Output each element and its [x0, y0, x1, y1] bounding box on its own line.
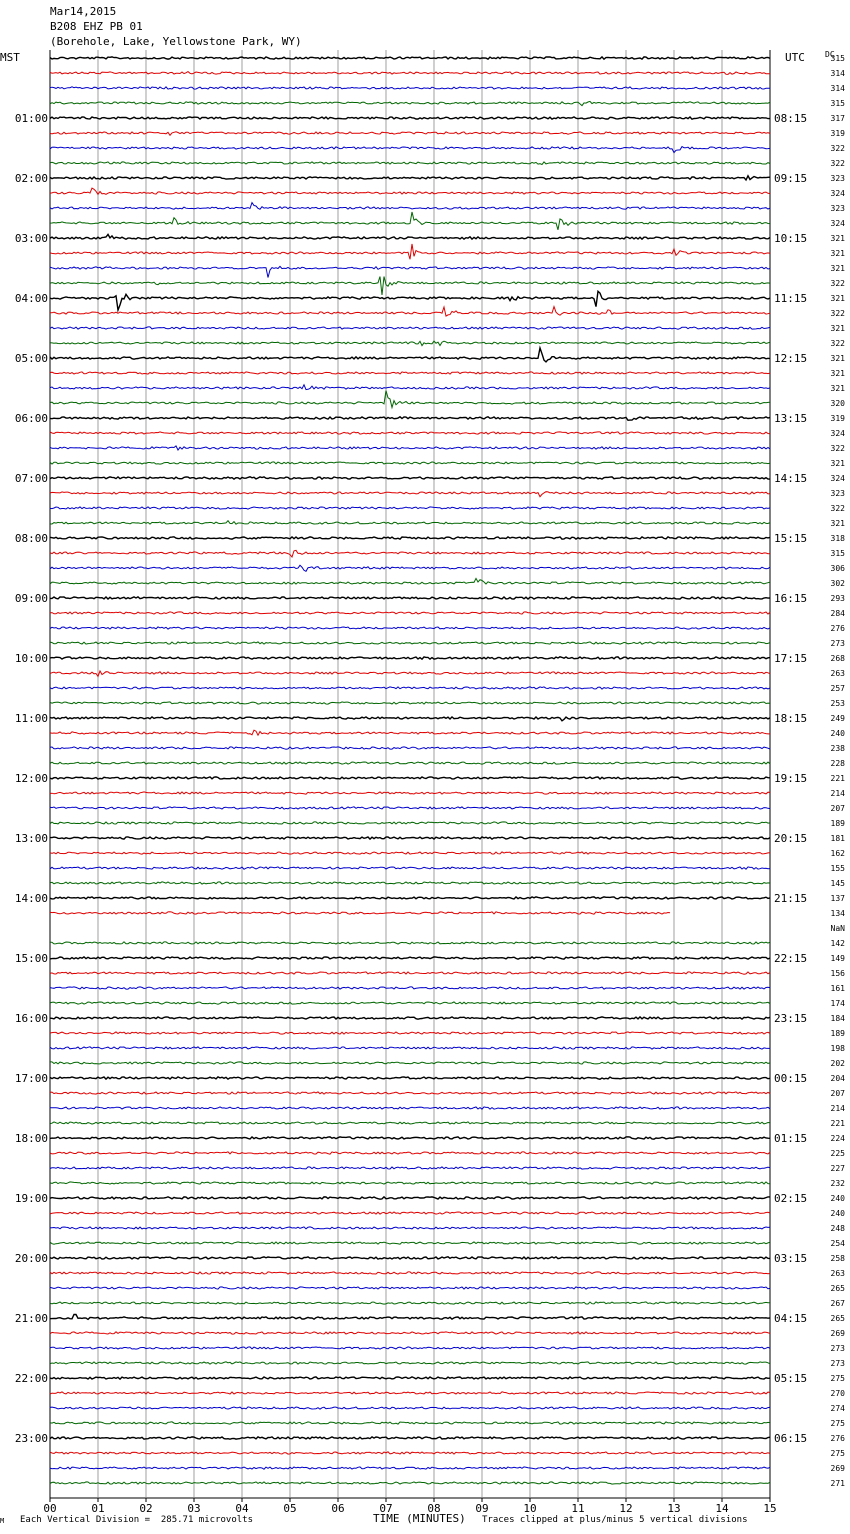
dc-offset-label: 269	[830, 1329, 845, 1338]
dc-offset-label: 293	[830, 594, 845, 603]
hour-label-right: 01:15	[774, 1132, 808, 1145]
x-tick-label: 02	[139, 1502, 153, 1515]
trace-red	[50, 372, 770, 374]
trace-red	[50, 972, 770, 974]
trace-black	[50, 1377, 770, 1379]
hour-label-right: 15:15	[774, 532, 808, 545]
dc-offset-label: 321	[830, 234, 845, 243]
hour-label-left: 14:00	[14, 892, 48, 905]
trace-black	[50, 1437, 770, 1439]
dc-offset-label: 267	[830, 1299, 845, 1308]
dc-offset-label: 253	[830, 699, 845, 708]
trace-green	[50, 702, 770, 704]
dc-offset-label: 227	[830, 1164, 845, 1173]
dc-offset-label: 321	[830, 249, 845, 258]
trace-green	[50, 882, 770, 884]
x-tick-label: 10	[523, 1502, 537, 1515]
hour-label-right: 18:15	[774, 712, 808, 725]
dc-offset-label: 273	[830, 1359, 845, 1368]
dc-offset-label: 224	[830, 1134, 845, 1143]
hour-label-left: 18:00	[14, 1132, 48, 1145]
dc-offset-label: 265	[830, 1314, 845, 1323]
trace-blue	[50, 446, 770, 450]
dc-offset-label: 302	[830, 579, 845, 588]
dc-offset-label: 257	[830, 684, 845, 693]
hour-label-left: 12:00	[14, 772, 48, 785]
dc-offset-label: 322	[830, 444, 845, 453]
dc-offset-label: 189	[830, 819, 845, 828]
trace-black	[50, 717, 770, 721]
corner-mark: M	[0, 1517, 5, 1525]
trace-green	[50, 1482, 770, 1484]
hour-label-left: 09:00	[14, 592, 48, 605]
trace-green	[50, 578, 770, 584]
dc-offset-label: 149	[830, 954, 845, 963]
trace-black	[50, 837, 770, 839]
dc-offset-label: 321	[830, 264, 845, 273]
dc-offset-label: 184	[830, 1014, 845, 1023]
hour-label-left: 21:00	[14, 1312, 48, 1325]
dc-offset-label: 319	[830, 129, 845, 138]
dc-offset-label: 322	[830, 309, 845, 318]
dc-offset-label: 276	[830, 624, 845, 633]
dc-offset-label: 315	[830, 99, 845, 108]
trace-blue	[50, 747, 770, 749]
x-tick-label: 12	[619, 1502, 633, 1515]
scale-note: Each Vertical Division = 285.71 microvolts	[20, 1515, 253, 1525]
trace-green	[50, 277, 770, 295]
dc-offset-label: 306	[830, 564, 845, 573]
trace-blue	[50, 327, 770, 329]
dc-offset-label: 324	[830, 189, 845, 198]
trace-red	[50, 671, 770, 677]
dc-offset-label: 324	[830, 429, 845, 438]
trace-red	[50, 792, 770, 794]
dc-offset-label: 271	[830, 1479, 845, 1488]
dc-offset-label: 225	[830, 1149, 845, 1158]
trace-black	[50, 291, 770, 310]
trace-blue	[50, 1227, 770, 1229]
dc-offset-label: 134	[830, 909, 845, 918]
trace-green	[50, 942, 770, 944]
dc-offset-label: 263	[830, 669, 845, 678]
x-tick-label: 04	[235, 1502, 249, 1515]
trace-blue	[50, 1047, 770, 1049]
hour-label-right: 14:15	[774, 472, 808, 485]
dc-offset-label: 324	[830, 219, 845, 228]
x-tick-label: 11	[571, 1502, 585, 1515]
trace-blue	[50, 203, 770, 210]
dc-offset-label: 275	[830, 1449, 845, 1458]
hour-label-right: 13:15	[774, 412, 808, 425]
x-tick-label: 03	[187, 1502, 201, 1515]
hour-label-right: 17:15	[774, 652, 808, 665]
hour-label-left: 06:00	[14, 412, 48, 425]
dc-offset-label: 214	[830, 1104, 845, 1113]
hour-label-right: 02:15	[774, 1192, 808, 1205]
hour-label-left: 03:00	[14, 232, 48, 245]
x-axis-title: TIME (MINUTES)	[373, 1512, 466, 1525]
trace-blue	[50, 1347, 770, 1349]
dc-offset-label: 273	[830, 639, 845, 648]
hour-label-left: 08:00	[14, 532, 48, 545]
dc-offset-label: 322	[830, 504, 845, 513]
trace-blue	[50, 385, 770, 390]
hour-label-left: 13:00	[14, 832, 48, 845]
dc-offset-label: 274	[830, 1404, 845, 1413]
trace-green	[50, 1122, 770, 1124]
dc-offset-label: 323	[830, 489, 845, 498]
dc-offset-label: 314	[830, 69, 845, 78]
trace-green	[50, 1182, 770, 1184]
dc-offset-label: 181	[830, 834, 845, 843]
dc-offset-label: 320	[830, 399, 845, 408]
hour-label-right: 16:15	[774, 592, 808, 605]
hour-label-right: 20:15	[774, 832, 808, 845]
trace-blue	[50, 1467, 770, 1469]
trace-red	[50, 852, 770, 854]
dc-header-label: DC	[825, 50, 835, 59]
dc-offset-label: 323	[830, 204, 845, 213]
trace-green	[50, 1302, 770, 1304]
dc-offset-label: 254	[830, 1239, 845, 1248]
dc-offset-label: 322	[830, 279, 845, 288]
hour-label-right: 06:15	[774, 1432, 808, 1445]
dc-offset-label: 318	[830, 534, 845, 543]
dc-offset-label: 145	[830, 879, 845, 888]
trace-green	[50, 1242, 770, 1244]
dc-offset-label: 275	[830, 1419, 845, 1428]
dc-offset-label: 322	[830, 339, 845, 348]
trace-black	[50, 777, 770, 779]
hour-label-right: 11:15	[774, 292, 808, 305]
hour-label-left: 05:00	[14, 352, 48, 365]
trace-black	[50, 1197, 770, 1199]
trace-red	[50, 550, 770, 557]
hour-label-left: 02:00	[14, 172, 48, 185]
trace-black	[50, 477, 770, 479]
dc-offset-label: 321	[830, 324, 845, 333]
dc-offset-label: 323	[830, 174, 845, 183]
hour-label-left: 16:00	[14, 1012, 48, 1025]
dc-offset-label: 232	[830, 1179, 845, 1188]
trace-black	[50, 234, 770, 239]
trace-blue	[50, 867, 770, 869]
trace-blue	[50, 507, 770, 509]
clip-note: Traces clipped at plus/minus 5 vertical divisions	[482, 1515, 748, 1525]
dc-offset-label: 248	[830, 1224, 845, 1233]
trace-black	[50, 897, 770, 899]
trace-red	[50, 432, 770, 434]
hour-label-right: 08:15	[774, 112, 808, 125]
x-tick-label: 14	[715, 1502, 729, 1515]
dc-offset-label: NaN	[830, 924, 845, 933]
hour-label-right: 04:15	[774, 1312, 808, 1325]
hour-label-right: 03:15	[774, 1252, 808, 1265]
trace-green	[50, 1062, 770, 1064]
x-tick-label: 13	[667, 1502, 681, 1515]
hour-label-left: 04:00	[14, 292, 48, 305]
dc-offset-label: 322	[830, 159, 845, 168]
dc-offset-label: 315	[830, 54, 845, 63]
left-timezone-label: MST	[0, 51, 20, 64]
dc-offset-label: 142	[830, 939, 845, 948]
trace-black	[50, 597, 770, 599]
trace-blue	[50, 687, 770, 689]
trace-red	[50, 492, 770, 497]
trace-red	[50, 1452, 770, 1454]
trace-green	[50, 1002, 770, 1004]
dc-offset-label: 189	[830, 1029, 845, 1038]
x-tick-label: 06	[331, 1502, 345, 1515]
x-tick-label: 15	[763, 1502, 777, 1515]
trace-green	[50, 1362, 770, 1364]
trace-green	[50, 642, 770, 644]
trace-black	[50, 57, 770, 59]
x-tick-label: 00	[43, 1502, 57, 1515]
dc-offset-label: 238	[830, 744, 845, 753]
dc-offset-label: 321	[830, 354, 845, 363]
dc-offset-label: 317	[830, 114, 845, 123]
date-label: Mar14,2015	[50, 5, 117, 18]
dc-offset-label: 240	[830, 1209, 845, 1218]
dc-offset-label: 221	[830, 1119, 845, 1128]
trace-black	[50, 1315, 770, 1320]
x-tick-label: 01	[91, 1502, 105, 1515]
trace-black	[50, 176, 770, 180]
trace-black	[50, 117, 770, 119]
station-label: B208 EHZ PB 01	[50, 20, 143, 33]
trace-red	[50, 132, 770, 136]
dc-offset-label: 161	[830, 984, 845, 993]
trace-blue	[50, 1407, 770, 1409]
trace-blue	[50, 147, 770, 153]
dc-offset-label: 221	[830, 774, 845, 783]
trace-green	[50, 162, 770, 165]
dc-offset-label: 228	[830, 759, 845, 768]
trace-blue	[50, 987, 770, 989]
hour-label-left: 10:00	[14, 652, 48, 665]
trace-red	[50, 1272, 770, 1274]
hour-label-right: 12:15	[774, 352, 808, 365]
x-tick-label: 09	[475, 1502, 489, 1515]
trace-green	[50, 101, 770, 105]
dc-offset-label: 321	[830, 519, 845, 528]
hour-label-left: 19:00	[14, 1192, 48, 1205]
dc-offset-label: 315	[830, 549, 845, 558]
trace-red	[50, 1392, 770, 1394]
dc-offset-label: 273	[830, 1344, 845, 1353]
trace-black	[50, 348, 770, 362]
hour-label-right: 00:15	[774, 1072, 808, 1085]
dc-offset-label: 240	[830, 729, 845, 738]
dc-offset-label: 319	[830, 414, 845, 423]
trace-black	[50, 1017, 770, 1019]
trace-black	[50, 417, 770, 421]
dc-offset-label: 214	[830, 789, 845, 798]
hour-label-left: 01:00	[14, 112, 48, 125]
trace-green	[50, 1422, 770, 1424]
dc-offset-label: 202	[830, 1059, 845, 1068]
trace-red	[50, 1212, 770, 1214]
dc-offset-label: 249	[830, 714, 845, 723]
trace-red	[50, 730, 770, 735]
hour-label-right: 10:15	[774, 232, 808, 245]
dc-offset-label: 268	[830, 654, 845, 663]
dc-offset-label: 198	[830, 1044, 845, 1053]
trace-red	[50, 307, 770, 317]
trace-blue	[50, 1107, 770, 1109]
trace-green	[50, 391, 770, 408]
trace-black	[50, 657, 770, 659]
trace-black	[50, 1257, 770, 1259]
hour-label-right: 09:15	[774, 172, 808, 185]
trace-blue	[50, 807, 770, 809]
trace-blue	[50, 627, 770, 629]
trace-black	[50, 957, 770, 959]
trace-red	[50, 188, 770, 194]
dc-offset-label: 156	[830, 969, 845, 978]
x-tick-label: 08	[427, 1502, 441, 1515]
dc-offset-label: 275	[830, 1374, 845, 1383]
location-label: (Borehole, Lake, Yellowstone Park, WY)	[50, 35, 302, 48]
trace-green	[50, 341, 770, 346]
dc-offset-label: 276	[830, 1434, 845, 1443]
hour-label-left: 20:00	[14, 1252, 48, 1265]
trace-blue	[50, 1167, 770, 1169]
hour-label-left: 15:00	[14, 952, 48, 965]
trace-green	[50, 212, 770, 230]
dc-offset-label: 284	[830, 609, 845, 618]
hour-label-left: 07:00	[14, 472, 48, 485]
trace-blue	[50, 1287, 770, 1289]
dc-offset-label: 137	[830, 894, 845, 903]
dc-offset-label: 321	[830, 369, 845, 378]
trace-black	[50, 1137, 770, 1139]
hour-label-left: 17:00	[14, 1072, 48, 1085]
dc-offset-label: 265	[830, 1284, 845, 1293]
x-tick-label: 05	[283, 1502, 297, 1515]
trace-red	[50, 1092, 770, 1094]
trace-blue	[50, 87, 770, 89]
dc-offset-label: 269	[830, 1464, 845, 1473]
dc-offset-label: 314	[830, 84, 845, 93]
trace-red	[50, 612, 770, 614]
trace-red	[50, 912, 670, 914]
trace-red	[50, 1152, 770, 1154]
dc-offset-label: 321	[830, 384, 845, 393]
dc-offset-label: 207	[830, 1089, 845, 1098]
trace-green	[50, 762, 770, 764]
trace-black	[50, 1077, 770, 1079]
hour-label-right: 23:15	[774, 1012, 808, 1025]
trace-blue	[50, 565, 770, 571]
x-tick-label: 07	[379, 1502, 393, 1515]
dc-offset-label: 258	[830, 1254, 845, 1263]
dc-offset-label: 321	[830, 294, 845, 303]
hour-label-right: 21:15	[774, 892, 808, 905]
trace-green	[50, 822, 770, 824]
dc-offset-label: 263	[830, 1269, 845, 1278]
trace-green	[50, 462, 770, 464]
dc-offset-label: 324	[830, 474, 845, 483]
trace-red	[50, 1032, 770, 1034]
trace-red	[50, 244, 770, 259]
dc-offset-label: 162	[830, 849, 845, 858]
hour-label-right: 22:15	[774, 952, 808, 965]
dc-offset-label: 321	[830, 459, 845, 468]
trace-blue	[50, 266, 770, 277]
trace-green	[50, 521, 770, 525]
dc-offset-label: 240	[830, 1194, 845, 1203]
dc-offset-label: 174	[830, 999, 845, 1008]
hour-label-right: 05:15	[774, 1372, 808, 1385]
dc-offset-label: 207	[830, 804, 845, 813]
dc-offset-label: 204	[830, 1074, 845, 1083]
hour-label-left: 23:00	[14, 1432, 48, 1445]
dc-offset-label: 270	[830, 1389, 845, 1398]
hour-label-left: 22:00	[14, 1372, 48, 1385]
right-timezone-label: UTC	[785, 51, 805, 64]
dc-offset-label: 155	[830, 864, 845, 873]
dc-offset-label: 322	[830, 144, 845, 153]
trace-black	[50, 537, 770, 539]
trace-red	[50, 72, 770, 75]
hour-label-right: 19:15	[774, 772, 808, 785]
trace-red	[50, 1332, 770, 1334]
hour-label-left: 11:00	[14, 712, 48, 725]
